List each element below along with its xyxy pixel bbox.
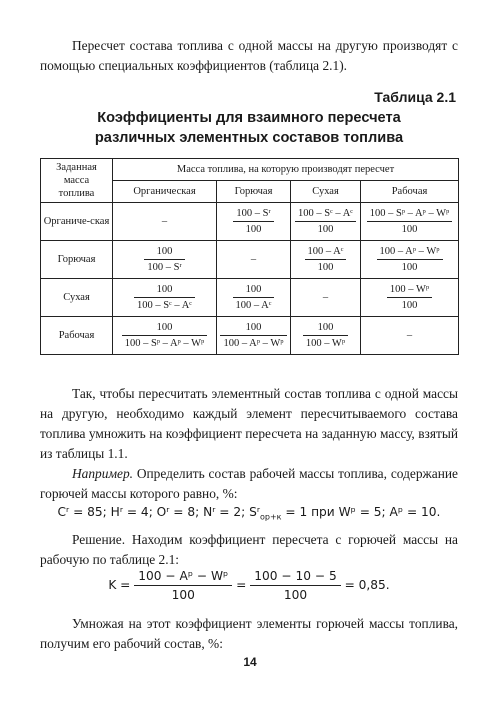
table-row (41, 203, 459, 241)
equation-tail: = 1 при Wᵖ = 5; Aᵖ = 10. (281, 505, 441, 519)
fraction-numerator: 100 – Sʳ (236, 208, 271, 219)
coefficient-cell (291, 279, 361, 317)
fraction-denominator: 100 (377, 259, 443, 274)
final-paragraph: Умножая на этот коэффициент элементы горючей массы топлива, получим его рабочий состав, %: (40, 616, 458, 651)
coefficient-cell (113, 203, 217, 241)
fraction (377, 245, 443, 274)
fraction (134, 569, 232, 602)
fraction-numerator: 100 – Sᶜ – Aᶜ (298, 208, 353, 219)
dash: – (161, 216, 168, 227)
fraction-denominator: 100 (295, 221, 356, 236)
equation-lhs: K = (108, 578, 131, 592)
fraction-numerator: 100 (156, 322, 173, 333)
fraction (303, 321, 348, 350)
fraction (305, 245, 347, 274)
fraction-denominator: 100 – Aᶜ (233, 297, 275, 312)
table-title (40, 108, 458, 148)
row-label: Горючая (41, 241, 113, 279)
fraction-numerator: 100 – Wᵖ (389, 284, 430, 295)
equation-result: = 0,85. (344, 578, 390, 592)
fraction (220, 321, 286, 350)
dash: – (406, 330, 413, 341)
fraction-denominator: 100 (233, 221, 273, 236)
page-number: 14 (243, 655, 257, 669)
table-row (41, 317, 459, 355)
row-label: Органиче-ская (41, 203, 113, 241)
fraction (295, 207, 356, 236)
fraction-numerator: 100 (245, 322, 262, 333)
row-label: Сухая (41, 279, 113, 317)
equation-text: Cʳ = 85; Hʳ = 4; Oʳ = 8; Nʳ = 2; Sʳ (57, 505, 260, 519)
fraction-denominator: 100 (250, 585, 340, 602)
coefficient-cell (361, 317, 459, 355)
example-paragraph (40, 464, 458, 504)
fraction-numerator: 100 − Aᵖ − Wᵖ (138, 569, 229, 583)
example-text: Определить состав рабочей массы топлива, содержание горючей массы которого равно, %: (40, 466, 458, 501)
coefficient-cell (113, 279, 217, 317)
row-label: Рабочая (41, 317, 113, 355)
coefficient-cell (217, 241, 291, 279)
corner-header: Заданная масса топлива (41, 159, 113, 203)
column-header: Сухая (291, 181, 361, 203)
fraction-denominator: 100 – Sᵖ – Aᵖ – Wᵖ (122, 335, 208, 350)
fraction (122, 321, 208, 350)
column-header: Рабочая (361, 181, 459, 203)
intro-paragraph: Пересчет состава топлива с одной массы на другую производят с помощью специальных коэффициентов (таблица 2.1). (40, 38, 458, 73)
explanation-paragraph: Так, чтобы пересчитать элементный состав топлива с одной массы на другую, необходимо каждый элемент пересчитываемого состава топлива умножить на коэффициент пересчета на заданную массу, взятый из таблицы 1.1. (40, 386, 458, 461)
fraction-denominator: 100 – Aᵖ – Wᵖ (220, 335, 286, 350)
fraction-denominator: 100 (305, 259, 347, 274)
fraction (250, 569, 340, 602)
table-title-line-1: Коэффициенты для взаимного пересчета (97, 110, 401, 126)
coefficient-cell (217, 279, 291, 317)
fraction-denominator: 100 – Sᶜ – Aᶜ (134, 297, 195, 312)
fraction-numerator: 100 (317, 322, 334, 333)
fraction (144, 245, 184, 274)
coefficient-cell (291, 203, 361, 241)
given-composition-equation (40, 505, 458, 521)
coefficient-cell (217, 203, 291, 241)
fraction-numerator: 100 – Aᶜ (307, 246, 344, 257)
group-header: Масса топлива, на которую производят пересчет (113, 159, 459, 181)
coefficient-cell (361, 279, 459, 317)
table-title-line-2: различных элементных составов топлива (94, 130, 404, 146)
equation-subscript: ор+к (259, 512, 282, 522)
fraction-numerator: 100 (156, 284, 173, 295)
solution-paragraph: Решение. Находим коэффициент пересчета с горючей массы на рабочую по таблице 2.1: (40, 532, 458, 567)
dash: – (250, 254, 257, 265)
fraction-numerator: 100 (156, 246, 173, 257)
fraction-denominator: 100 (134, 585, 232, 602)
fraction-numerator: 100 – Aᵖ – Wᵖ (379, 246, 440, 257)
fraction (233, 283, 275, 312)
dash: – (322, 292, 329, 303)
table-label: Таблица 2.1 (374, 89, 456, 105)
table-row (41, 279, 459, 317)
fraction-denominator: 100 – Wᵖ (303, 335, 348, 350)
fraction-numerator: 100 − 10 − 5 (254, 569, 337, 583)
fraction (367, 207, 453, 236)
fraction-denominator: 100 – Sʳ (144, 259, 184, 274)
equals-sign: = (236, 578, 247, 592)
fraction-numerator: 100 – Sᵖ – Aᵖ – Wᵖ (369, 208, 450, 219)
fraction-numerator: 100 (245, 284, 262, 295)
example-lead: Например. (72, 466, 133, 481)
coefficient-equation (40, 569, 458, 602)
fraction (387, 283, 432, 312)
coefficient-cell (113, 317, 217, 355)
coefficient-cell (361, 241, 459, 279)
fraction-denominator: 100 (387, 297, 432, 312)
coefficient-table (40, 158, 459, 355)
fraction-denominator: 100 (367, 221, 453, 236)
coefficient-cell (291, 317, 361, 355)
fraction (233, 207, 273, 236)
column-header: Органическая (113, 181, 217, 203)
coefficient-cell (361, 203, 459, 241)
table-row (41, 241, 459, 279)
fraction (134, 283, 195, 312)
coefficient-cell (217, 317, 291, 355)
coefficient-cell (113, 241, 217, 279)
coefficient-cell (291, 241, 361, 279)
column-header: Горючая (217, 181, 291, 203)
